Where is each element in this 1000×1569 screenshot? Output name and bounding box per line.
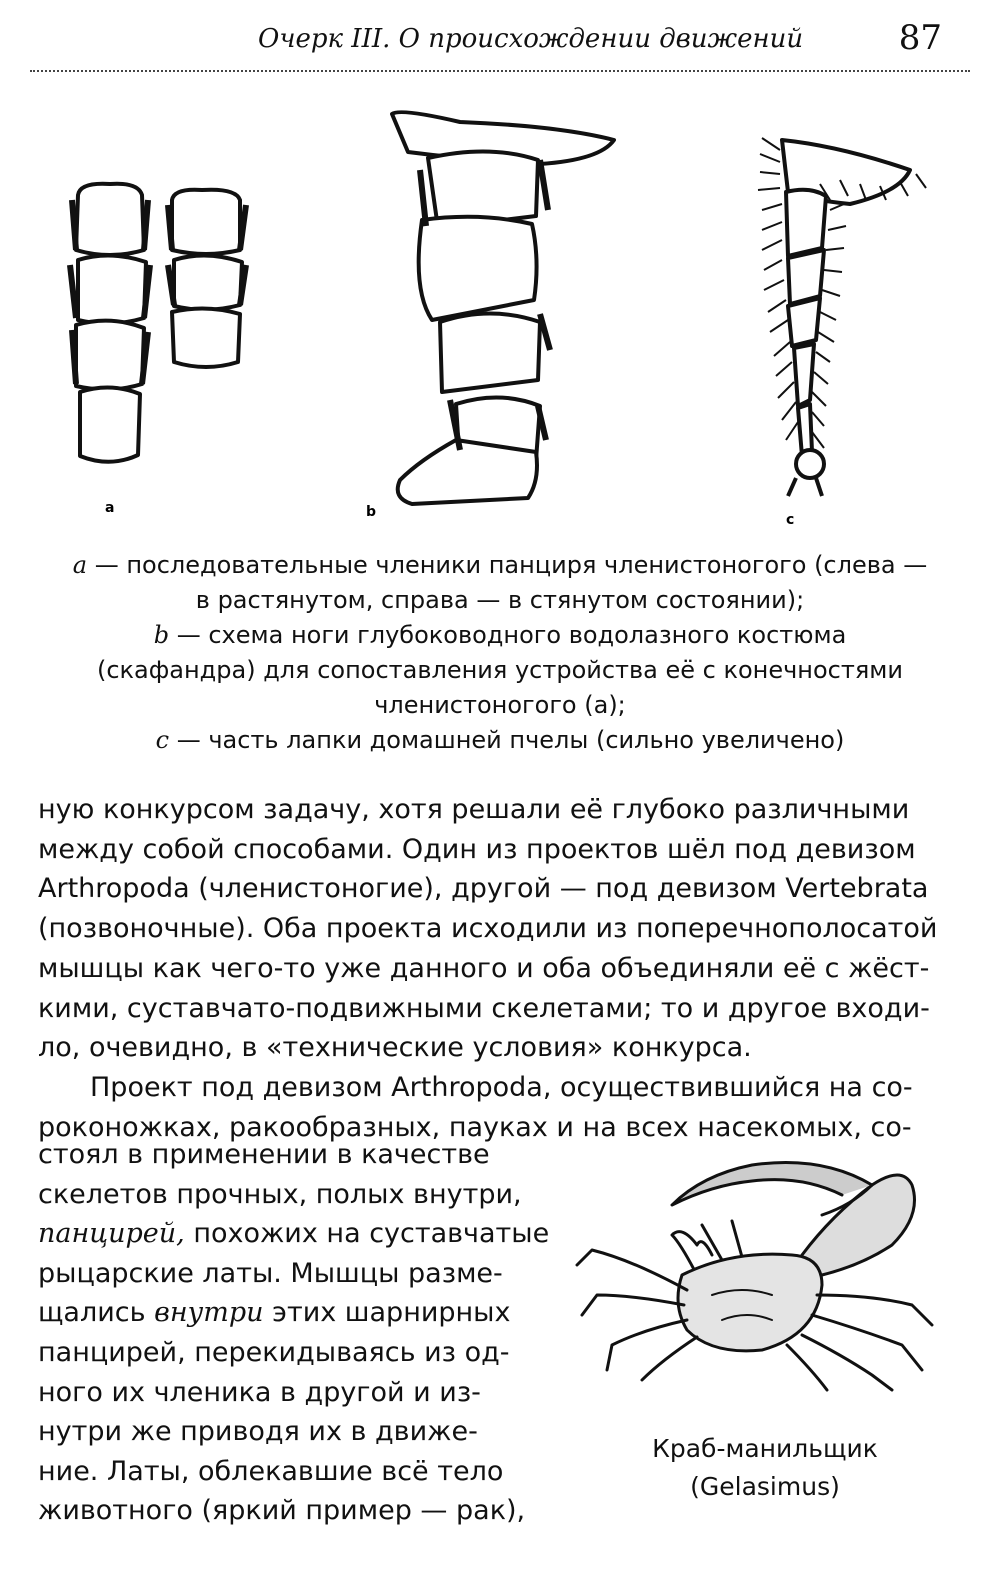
diving-suit-leg-drawing xyxy=(392,112,614,504)
caption-line: (скафандра) для сопоставления устройства её с конечностями xyxy=(97,656,903,684)
crab-drawing xyxy=(572,1145,972,1395)
body-line: панцирей, перекидываясь из од- xyxy=(38,1336,510,1368)
figure-illustration xyxy=(40,100,960,540)
body-line: между собой способами. Один из проектов шёл под девизом xyxy=(38,833,916,865)
body-line: скелетов прочных, полых внутри, xyxy=(38,1178,522,1210)
crab-caption-name: Краб-манильщик xyxy=(652,1434,878,1463)
body-paragraphs xyxy=(38,790,962,1147)
body-line: Arthropoda (членистоногие), другой — под девизом Vertebrata xyxy=(38,873,929,905)
running-title: Очерк III. О происхождении движений xyxy=(258,24,804,54)
body-line: панцирей, похожих на суставчатые xyxy=(38,1218,550,1250)
body-line: нутри же приводя их в движе- xyxy=(38,1416,478,1448)
wrapped-paragraph xyxy=(38,1135,550,1531)
figure-label-a: a xyxy=(105,500,115,516)
segments-extended-drawing xyxy=(70,184,150,462)
caption-line: b — схема ноги глубоководного водолазного костюма xyxy=(153,621,847,649)
body-line: кими, суставчато-подвижными скелетами; то и другое входи- xyxy=(38,992,930,1024)
segments-contracted-drawing xyxy=(168,190,246,367)
caption-line: c — часть лапки домашней пчелы (сильно увеличено) xyxy=(155,726,845,754)
body-line: мышцы как чего-то уже данного и оба объединяли её с жёст- xyxy=(38,952,930,984)
figure-caption xyxy=(20,548,980,758)
crab-caption-latin: (Gelasimus) xyxy=(690,1472,840,1501)
page-number: 87 xyxy=(898,18,942,58)
body-line: Проект под девизом Arthropoda, осуществившийся на со- xyxy=(90,1071,913,1103)
crab-illustration xyxy=(572,1145,972,1395)
figure-drawing xyxy=(40,100,960,540)
body-line: ло, очевидно, в «технические условия» конкурса. xyxy=(38,1032,752,1064)
body-line: животного (яркий пример — рак), xyxy=(38,1495,526,1527)
bee-leg-hairs xyxy=(758,138,926,448)
running-head xyxy=(30,18,970,72)
body-line: роконожках, ракообразных, пауках и на всех насекомых, со- xyxy=(38,1111,912,1143)
body-line: (позвоночные). Оба проекта исходили из поперечнополосатой xyxy=(38,913,938,945)
caption-line: a — последовательные членики панциря членистоногого (слева — xyxy=(72,551,928,579)
caption-line: в растянутом, справа — в стянутом состоянии); xyxy=(195,586,805,614)
body-line: рыцарские латы. Мышцы разме- xyxy=(38,1257,503,1289)
body-line: ние. Латы, облекавшие всё тело xyxy=(38,1455,504,1487)
body-line: ную конкурсом задачу, хотя решали её глубоко различными xyxy=(38,794,910,825)
figure-label-c: c xyxy=(786,512,795,528)
crab-caption xyxy=(600,1430,930,1506)
caption-line: членистоногого (a); xyxy=(374,691,626,719)
figure-label-b: b xyxy=(366,504,377,520)
body-line: стоял в применении в качестве xyxy=(38,1139,490,1170)
body-line: ного их членика в другой и из- xyxy=(38,1376,481,1408)
body-line: щались внутри этих шарнирных xyxy=(38,1297,511,1329)
